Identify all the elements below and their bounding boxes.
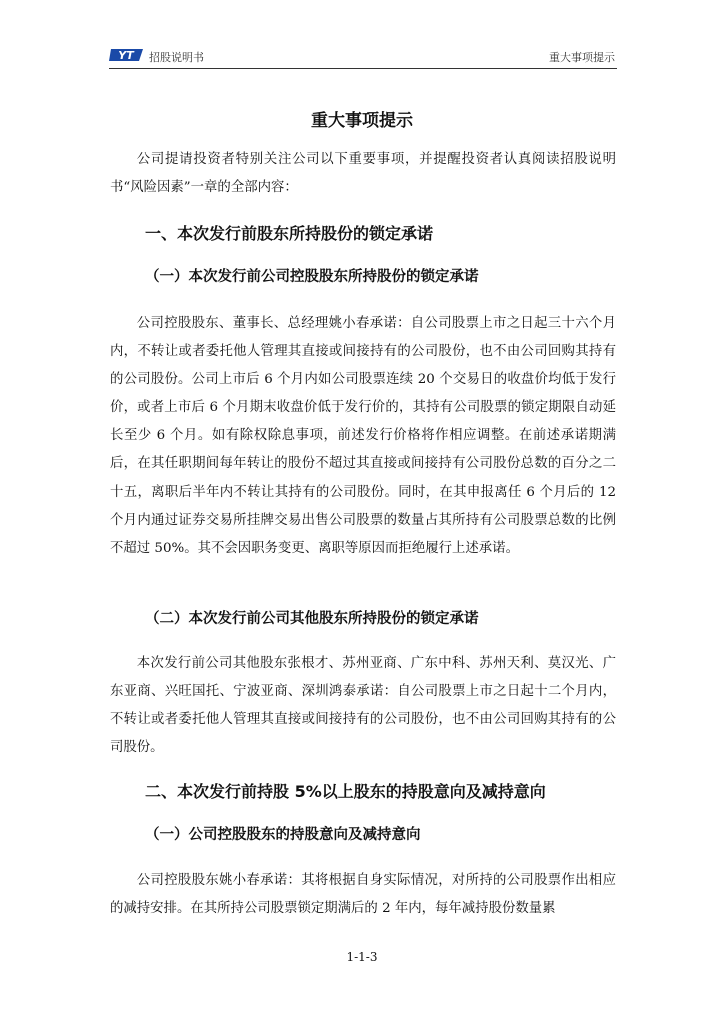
company-logo: [109, 47, 145, 63]
section-2-1-paragraph: 公司控股股东姚小春承诺：其将根据自身实际情况，对所持的公司股票作出相应的减持安排。在其所持公司股票锁定期满后的 2 年内，每年减持股份数量累: [110, 873, 616, 917]
page-title: 重大事项提示: [311, 111, 413, 131]
intro-paragraph: 公司提请投资者特别关注公司以下重要事项，并提醒投资者认真阅读招股说明书“风险因素”一章的全部内容：: [110, 152, 616, 196]
logo-text: YT: [118, 49, 134, 62]
page-number: 1-1-3: [346, 950, 378, 964]
header-section-name: 重大事项提示: [549, 51, 615, 64]
section-1-heading: 一、本次发行前股东所持股份的锁定承诺: [145, 224, 434, 243]
section-1-2-heading: （二）本次发行前公司其他股东所持股份的锁定承诺: [145, 611, 479, 627]
section-2-1-heading: （一）公司控股股东的持股意向及减持意向: [145, 827, 421, 843]
section-1-1-heading: （一）本次发行前公司控股股东所持股份的锁定承诺: [145, 269, 479, 285]
section-1-1-paragraph: 公司控股股东、董事长、总经理姚小春承诺：自公司股票上市之日起三十六个月内，不转让或者委托他人管理其直接或间接持有的公司股份，也不由公司回购其持有的公司股份。公司上市后 6 个月内如公司股票连续 20 个交易日的收盘价均低于发行价，或者上市后 6 个月期末收盘价低于发行价的，其持有公司股票的锁定期限自动延长至少 6 个月。如有除权除息事项，前述发行价格将作相应调整。在前述承诺期满后，在其任职期间每年转让的股份不超过其直接或间接持有公司股份总数的百分之二十五，离职后半年内不转让其持有的公司股份。同时，在其申报离任 6 个月后的 12 个月内通过证券交易所挂牌交易出售公司股票的数量占其所持有公司股票总数的比例不超过 50%。其不会因职务变更、离职等原因而拒绝履行上述承诺。: [110, 316, 616, 556]
section-1-2-paragraph: 本次发行前公司其他股东张根才、苏州亚商、广东中科、苏州天利、莫汉光、广东亚商、兴旺国托、宁波亚商、深圳鸿泰承诺：自公司股票上市之日起十二个月内，不转让或者委托他人管理其直接或间接持有的公司股份，也不由公司回购其持有的公司股份。: [110, 656, 616, 756]
section-2-heading: 二、本次发行前持股 5%以上股东的持股意向及减持意向: [145, 782, 546, 801]
page-header: [109, 44, 617, 69]
header-doc-name: 招股说明书: [149, 51, 204, 64]
